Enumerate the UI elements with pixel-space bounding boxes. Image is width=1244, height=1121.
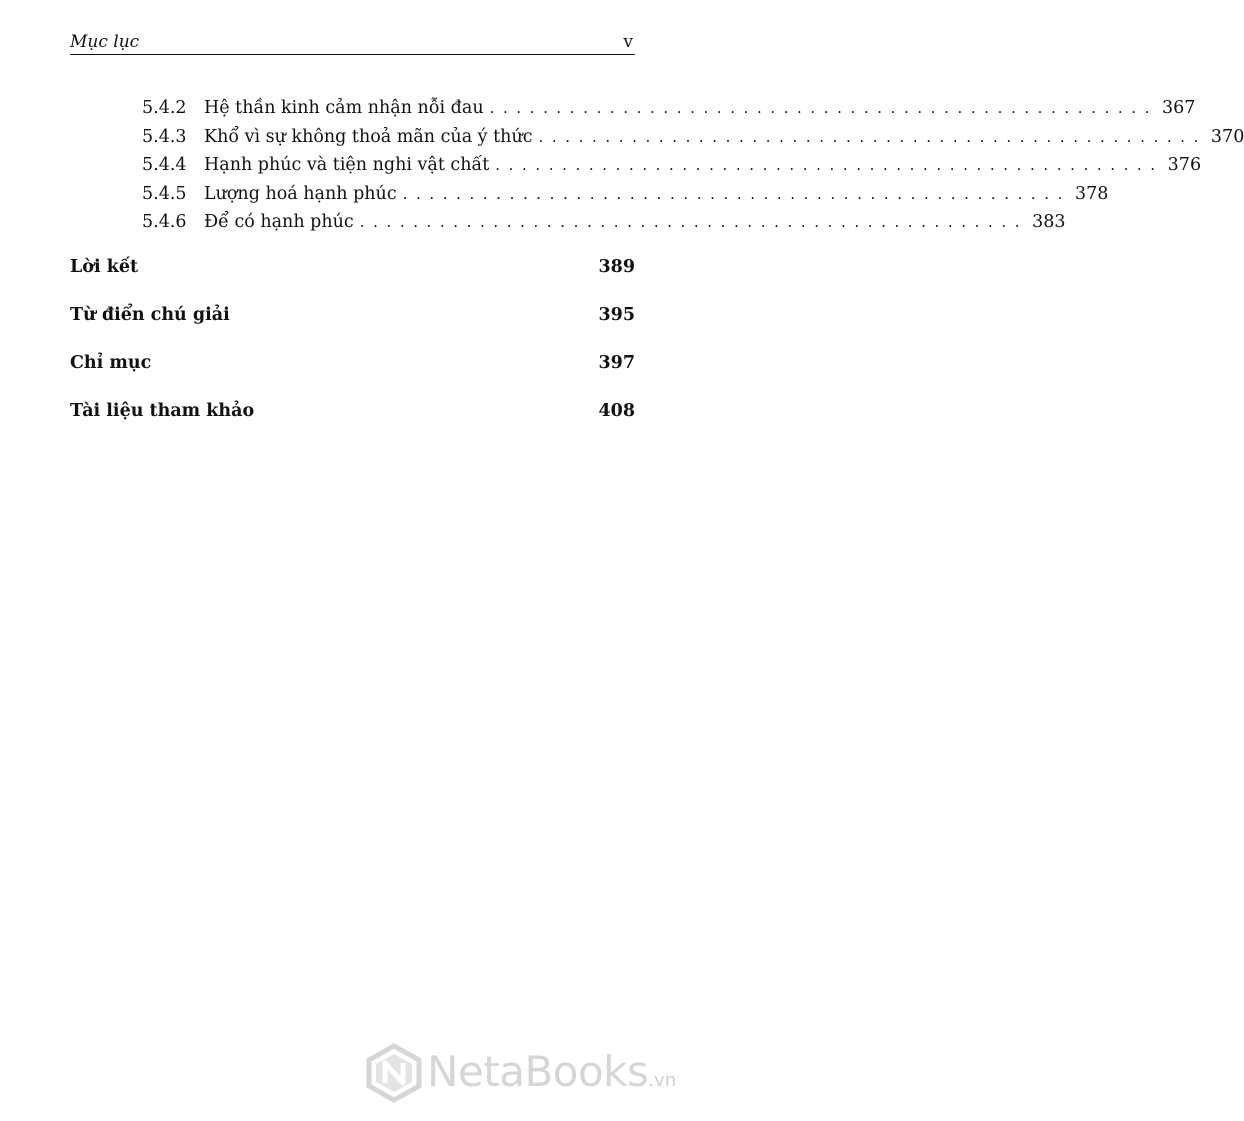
toc-subentry-number: 5.4.6 — [142, 212, 187, 232]
toc-chapter-page: 395 — [598, 304, 635, 325]
toc-subentry[interactable] — [70, 94, 1196, 123]
toc-subentry-line — [204, 123, 1244, 151]
toc-subentry-line — [204, 180, 1109, 208]
toc-subentry-page: 367 — [1162, 98, 1196, 118]
watermark-brand-text — [427, 1047, 676, 1096]
toc-subentry-number: 5.4.2 — [142, 98, 187, 118]
toc-chapter[interactable] — [70, 399, 635, 447]
toc-leader-dots: .................................................. — [538, 127, 1207, 146]
publisher-watermark — [365, 1043, 677, 1103]
toc-subentry-number: 5.4.5 — [142, 183, 187, 204]
toc-subentry-line — [204, 151, 1202, 179]
toc-leader-dots: .................................................. — [489, 99, 1158, 117]
toc-subentry-number: 5.4.4 — [142, 155, 187, 175]
toc-leader-dots: .................................................. — [359, 213, 1029, 231]
toc-subentry-page: 370 — [1210, 126, 1244, 147]
toc-chapter[interactable] — [70, 303, 635, 351]
toc-chapter-title: Chỉ mục — [70, 352, 152, 373]
toc-chapter-page: 408 — [598, 400, 635, 421]
toc-subentry-line — [204, 94, 1196, 122]
table-of-contents — [70, 94, 1244, 447]
toc-subentry-page: 376 — [1167, 155, 1202, 175]
toc-subentry-line — [204, 208, 1066, 236]
running-header — [70, 30, 635, 55]
toc-subentry-title: Hệ thần kinh cảm nhận nỗi đau — [204, 94, 490, 122]
toc-chapter-page: 389 — [598, 256, 635, 277]
toc-leader-dots: .................................................. — [495, 156, 1164, 174]
toc-subentry-number: 5.4.3 — [142, 126, 187, 147]
toc-chapter[interactable] — [70, 255, 635, 303]
toc-subentry-title: Hạnh phúc và tiện nghi vật chất — [204, 151, 495, 179]
toc-subentry-title: Để có hạnh phúc — [204, 208, 360, 236]
toc-chapter-title: Lời kết — [70, 256, 139, 277]
toc-chapter-title: Tài liệu tham khảo — [70, 400, 255, 421]
toc-subentry-page: 378 — [1075, 183, 1109, 204]
toc-leader-dots: .................................................. — [402, 184, 1072, 203]
watermark-domain-suffix: .vn — [648, 1070, 677, 1091]
toc-subentry-page: 383 — [1032, 212, 1066, 232]
header-section-title: Mục lục — [70, 32, 140, 52]
toc-subentry[interactable] — [70, 151, 1202, 180]
toc-subentry[interactable] — [70, 180, 1109, 209]
toc-chapter[interactable] — [70, 351, 635, 399]
hexagon-n-logo-icon — [365, 1043, 423, 1103]
toc-chapter-page: 397 — [598, 352, 635, 373]
header-page-number: v — [623, 32, 633, 52]
watermark-brand: NetaBooks — [427, 1047, 649, 1096]
toc-chapter-title: Từ điển chú giải — [70, 304, 230, 325]
toc-subentry[interactable] — [70, 123, 1244, 152]
toc-subentry-title: Khổ vì sự không thoả mãn của ý thức — [204, 123, 539, 151]
toc-subentry[interactable] — [70, 208, 1066, 237]
toc-subentry-title: Lượng hoá hạnh phúc — [204, 180, 403, 208]
